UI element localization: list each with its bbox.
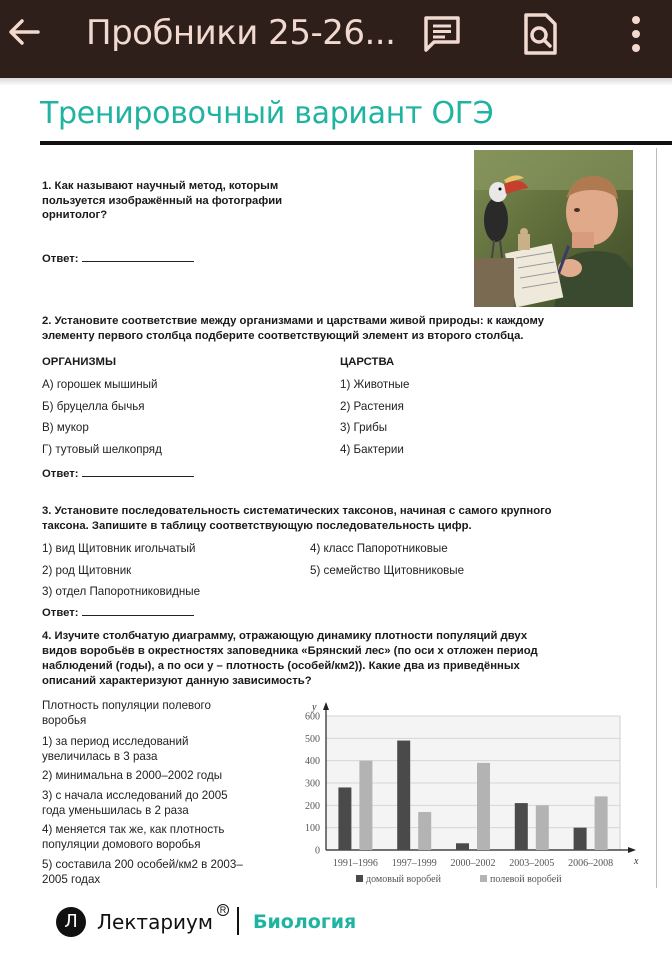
subject-label: Биология — [253, 911, 357, 933]
ornithologist-photo — [474, 150, 633, 307]
kingdom-item: 1) Животные — [340, 378, 410, 391]
x-tick-label: 1997–1999 — [391, 858, 437, 869]
bar-house-sparrow — [397, 741, 410, 850]
y-tick-label: 100 — [305, 823, 320, 835]
q4-text-line: 4. Изучите столбчатую диаграмму, отражающую динамику плотности популяций двух — [42, 630, 528, 642]
bar-house-sparrow — [456, 843, 469, 850]
taxon-item: 5) семейство Щитовниковые — [310, 564, 465, 577]
bar-house-sparrow — [515, 803, 528, 850]
bar-house-sparrow — [338, 787, 351, 850]
sparrow-density-chart — [290, 694, 650, 894]
kingdom-item: 3) Грибы — [340, 421, 388, 434]
kingdom-item: 4) Бактерии — [340, 443, 404, 456]
document-title: Тренировочный вариант ОГЭ — [40, 96, 494, 131]
taxon-item: 3) отдел Папоротниковидные — [42, 585, 201, 598]
q4-option-line: увеличилась в 3 раза — [42, 750, 158, 763]
organism-item: В) мукор — [42, 421, 89, 434]
y-axis-arrow — [323, 702, 329, 710]
q4-text-line: наблюдений (годы), а по оси y – плотность (особей/км2)). Какие два из приведённых — [42, 660, 520, 672]
title-divider — [40, 141, 672, 145]
taxon-item: 4) класс Папоротниковые — [310, 542, 448, 555]
bar-tree-sparrow — [359, 761, 372, 850]
answer-label: Ответ: — [42, 468, 79, 480]
q4-text-line: видов воробьёв в окрестностях заповедника «Брянский лес» (по оси x отложен период — [42, 645, 538, 657]
answer-label: Ответ: — [42, 607, 79, 619]
bar-chart-svg — [290, 694, 650, 894]
page-shadow — [0, 78, 672, 86]
q4-option-line: популяции домового воробья — [42, 838, 201, 851]
q4-option-line: 5) составила 200 особей/км2 в 2003– — [42, 858, 243, 871]
q2-answer — [42, 467, 194, 480]
brand-name: Лектариум — [97, 910, 213, 934]
organism-item: А) горошек мышиный — [42, 378, 158, 391]
q4-option-line: 3) с начала исследований до 2005 — [42, 789, 228, 802]
organism-item: Г) тутовый шелкопряд — [42, 443, 162, 456]
bar-house-sparrow — [574, 828, 587, 850]
kingdoms-header: ЦАРСТВА — [340, 356, 395, 368]
x-tick-label: 1991–1996 — [332, 858, 378, 869]
y-tick-label: 500 — [305, 733, 320, 745]
q1-text-line: орнитолог? — [42, 209, 108, 221]
q1-answer — [42, 252, 194, 265]
answer-label: Ответ: — [42, 253, 79, 265]
y-tick-label: 200 — [305, 800, 320, 812]
q2-text-line: элементу первого столбца подберите соответствующий элемент из второго столбца. — [42, 330, 524, 342]
y-tick-label: 0 — [315, 845, 320, 857]
x-tick-label: 2003–2005 — [509, 858, 555, 869]
y-tick-label: 300 — [305, 778, 320, 790]
organism-item: Б) бруцелла бычья — [42, 400, 145, 413]
x-tick-label: 2006–2008 — [568, 858, 614, 869]
lektarium-logo-icon: Л — [56, 907, 86, 937]
q4-option-line: воробья — [42, 714, 87, 727]
q1-text-line: пользуется изображённый на фотографии — [42, 195, 283, 207]
q1-text-line: 1. Как называют научный метод, которым — [42, 180, 279, 192]
q3-text-line: 3. Установите последовательность систематических таксонов, начиная с самого крупного — [42, 505, 552, 517]
document-search-icon[interactable] — [518, 12, 562, 56]
page-border — [656, 148, 657, 888]
y-tick-label: 400 — [305, 756, 320, 768]
q4-option-line: 2) минимальна в 2000–2002 годы — [42, 769, 223, 782]
answer-line — [82, 252, 194, 262]
q4-option-line: 1) за период исследований — [42, 735, 189, 748]
bar-tree-sparrow — [536, 805, 549, 850]
q3-text-line: таксона. Запишите в таблицу соответствующую последовательность цифр. — [42, 520, 472, 532]
organisms-header: ОРГАНИЗМЫ — [42, 356, 116, 368]
bar-tree-sparrow — [595, 796, 608, 850]
legend-label: полевой воробей — [490, 874, 562, 885]
comments-icon[interactable] — [420, 12, 464, 56]
q4-option-line: 4) меняется так же, как плотность — [42, 823, 225, 836]
x-axis-arrow — [628, 847, 636, 853]
legend-swatch — [356, 875, 363, 882]
taxon-item: 2) род Щитовник — [42, 564, 132, 577]
bar-tree-sparrow — [477, 763, 490, 850]
x-tick-label: 2000–2002 — [450, 858, 496, 869]
more-vert-icon[interactable] — [614, 12, 658, 56]
legend-label: домовый воробей — [366, 874, 441, 885]
taxon-item: 1) вид Щитовник игольчатый — [42, 542, 196, 555]
y-axis-label: y — [312, 702, 317, 713]
bar-tree-sparrow — [418, 812, 431, 850]
q2-text-line: 2. Установите соответствие между организмами и царствами живой природы: к каждому — [42, 315, 544, 327]
kingdom-item: 2) Растения — [340, 400, 404, 413]
y-tick-label: 600 — [305, 711, 320, 723]
app-bar-title: Пробники 25-26... — [86, 13, 396, 53]
q4-option-line: года уменьшилась в 2 раза — [42, 804, 189, 817]
app-bar — [0, 0, 672, 78]
q4-option-line: Плотность популяции полевого — [42, 699, 211, 712]
legend-swatch — [480, 875, 487, 882]
x-axis-label: x — [634, 856, 639, 867]
q3-answer — [42, 606, 194, 619]
footer-divider — [237, 907, 239, 935]
answer-line — [82, 606, 194, 616]
back-arrow-icon[interactable] — [6, 14, 42, 50]
q4-text-line: описаний характеризуют данную зависимость? — [42, 675, 312, 687]
registered-mark: R — [217, 904, 229, 916]
answer-line — [82, 467, 194, 477]
q4-option-line: 2005 годах — [42, 873, 101, 886]
